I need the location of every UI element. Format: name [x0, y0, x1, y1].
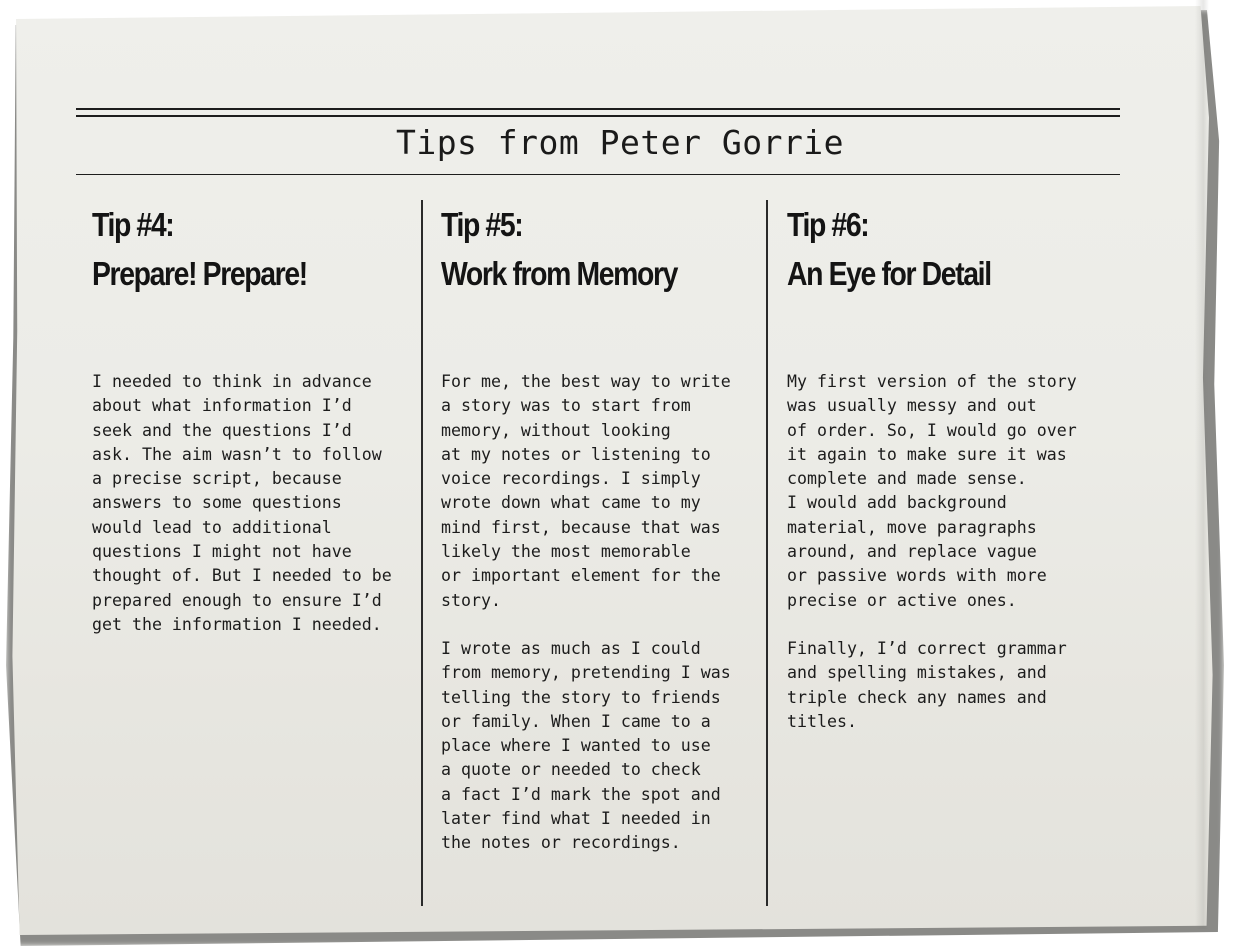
tip-paragraph: I needed to think in advance about what information I’d seek and the questions I’d ask. The aim wasn’t to follow a precise script, because answers to some questions would lead to additional questions I might not have thought of. But I needed to be prepared enough to ensure I’d get the information I needed.	[92, 372, 392, 634]
tip-paragraph: Finally, I’d correct grammar and spelling mistakes, and triple check any names and titles.	[787, 639, 1067, 731]
tip-number: Tip #4:	[92, 206, 174, 243]
masthead-top-rule-inner	[76, 115, 1120, 117]
tip-heading: Prepare! Prepare!	[92, 255, 307, 292]
tip-heading: Work from Memory	[441, 255, 678, 292]
paper-fold	[1195, 0, 1209, 929]
tip-number: Tip #6:	[787, 206, 869, 243]
masthead-bottom-rule	[76, 174, 1120, 175]
tip-paragraph: For me, the best way to write a story was to start from memory, without looking at my notes or listening to voice recordings. I simply wrote down what came to my mind first, because that was likely the most memorable or important element for the story.	[441, 372, 731, 610]
masthead-top-rule	[76, 108, 1120, 110]
tip-paragraph: I wrote as much as I could from memory, pretending I was telling the story to friends or family. When I came to a place where I wanted to use a quote or needed to check a fact I’d mark the spot and later find what I needed in the notes or recordings.	[441, 639, 731, 853]
tip-paragraph: My first version of the story was usually messy and out of order. So, I would go over it again to make sure it was complete and made sense. I would add background material, move paragraphs around, and replace vague or passive words with more precise or active ones.	[787, 372, 1077, 610]
page-title: Tips from Peter Gorrie	[395, 123, 845, 162]
tip-number: Tip #5:	[441, 206, 523, 243]
tip-heading: An Eye for Detail	[787, 255, 991, 292]
